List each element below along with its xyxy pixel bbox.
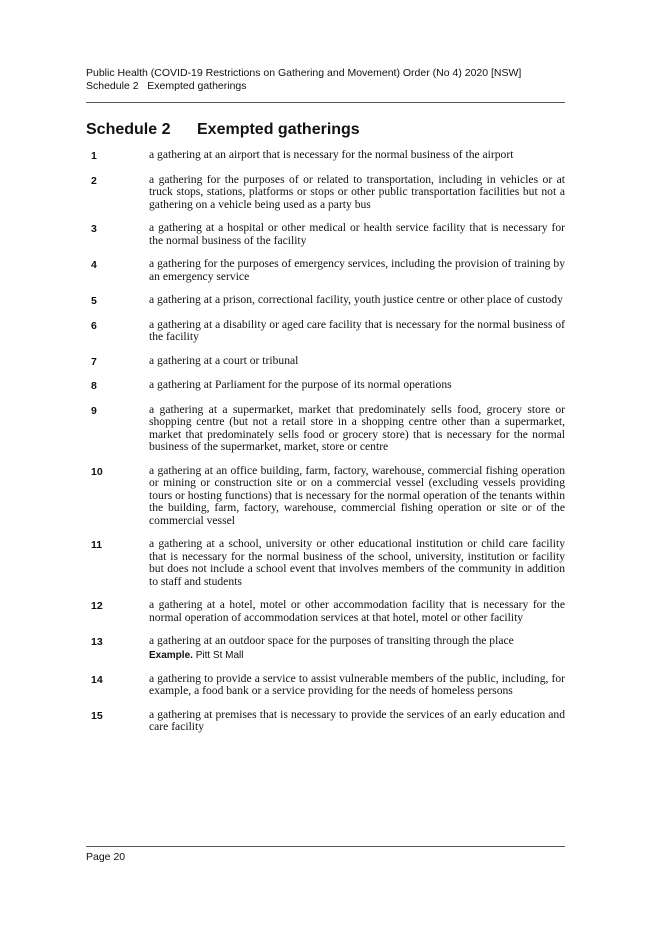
example-label: Example. (149, 649, 193, 661)
list-item (86, 538, 565, 588)
list-item (86, 635, 565, 662)
list-item (86, 222, 565, 247)
item-number: 15 (91, 709, 103, 722)
item-number: 13 (91, 636, 103, 648)
item-text: a gathering for the purposes of or related to transportation, including in vehicles or at truck stops, stations, platforms or stops or other public transportation facilities but not a gathering on a vehicle being used as a party bus (149, 172, 565, 211)
item-number: 8 (91, 380, 97, 392)
header-divider (86, 102, 565, 103)
list-item (86, 379, 565, 393)
item-text: a gathering at an office building, farm, factory, warehouse, commercial fishing operation or mining or construction site or on a commercial vessel (excluding vessels providing tours or hosting functions) that is necessary for the normal operation of the tenants within the building, farm, factory, warehouse, commercial fishing operation or site or of the commercial vessel (149, 463, 565, 527)
item-text: a gathering at a school, university or other educational institution or child care facility that is necessary for the normal business of the school, university, institution or facility but does not include a school event that involves members of the community in addition to staff and students (149, 537, 565, 588)
item-number: 11 (91, 539, 103, 551)
list-item (86, 599, 565, 624)
item-text: a gathering at a supermarket, market that predominately sells food, grocery store or shopping centre (but not a retail store in a shopping centre other than a supermarket, market that predominately sells food or grocery store) that is necessary for the normal business of the supermarket, market, store or centre (149, 402, 565, 453)
schedule-title: Exempted gatherings (197, 121, 360, 138)
item-number: 14 (91, 673, 103, 686)
item-number: 6 (91, 319, 97, 332)
list-item (86, 404, 565, 454)
item-number: 5 (91, 295, 97, 307)
item-text: a gathering at a prison, correctional facility, youth justice centre or other place of custody (149, 293, 563, 306)
item-text: a gathering at a hospital or other medical or health service facility that is necessary for the normal business of the facility (149, 221, 565, 247)
item-text: a gathering at a court or tribunal (149, 353, 299, 367)
item-text: a gathering at an airport that is necessary for the normal business of the airport (149, 148, 514, 161)
footer-divider (86, 846, 565, 847)
header-title: Public Health (COVID-19 Restrictions on Gathering and Movement) Order (No 4) 2020 [NSW] (86, 67, 522, 79)
item-number: 7 (91, 355, 97, 368)
schedule-number: Schedule 2 (86, 121, 171, 138)
item-number: 3 (91, 223, 97, 235)
page-number: Page 20 (86, 851, 126, 863)
list-item (86, 174, 565, 212)
item-number: 9 (91, 404, 97, 417)
item-number: 4 (91, 259, 97, 271)
list-item (86, 673, 565, 698)
list-item (86, 465, 565, 528)
list-item (86, 294, 565, 308)
item-body (149, 635, 565, 662)
item-number: 2 (91, 174, 97, 187)
item-text: a gathering at Parliament for the purpose of its normal operations (149, 378, 452, 391)
example-text: Pitt St Mall (195, 649, 244, 661)
item-number: 1 (91, 150, 97, 162)
item-text: a gathering at a hotel, motel or other accommodation facility that is necessary for the normal operation of accommodation services at that hotel, motel or other facility (149, 598, 565, 624)
item-text: a gathering at a disability or aged care facility that is necessary for the normal business of the facility (149, 317, 565, 343)
schedule-heading (86, 121, 360, 139)
list-item (86, 258, 565, 283)
item-number: 10 (91, 465, 103, 478)
item-text: a gathering at premises that is necessary to provide the services of an early education and care facility (149, 707, 565, 733)
item-text: a gathering at an outdoor space for the purposes of transiting through the place (149, 634, 514, 647)
item-text: a gathering for the purposes of emergency services, including the provision of training by an emergency service (149, 257, 565, 283)
exempted-gatherings-list (86, 149, 565, 745)
example-note (149, 650, 565, 662)
list-item (86, 149, 565, 163)
list-item (86, 319, 565, 344)
list-item (86, 355, 565, 369)
header-section: Schedule 2 Exempted gatherings (86, 80, 247, 92)
list-item (86, 709, 565, 734)
running-header (86, 67, 565, 93)
item-number: 12 (91, 600, 103, 612)
item-text: a gathering to provide a service to assist vulnerable members of the public, including, for example, a food bank or a service providing for the needs of homeless persons (149, 671, 565, 697)
